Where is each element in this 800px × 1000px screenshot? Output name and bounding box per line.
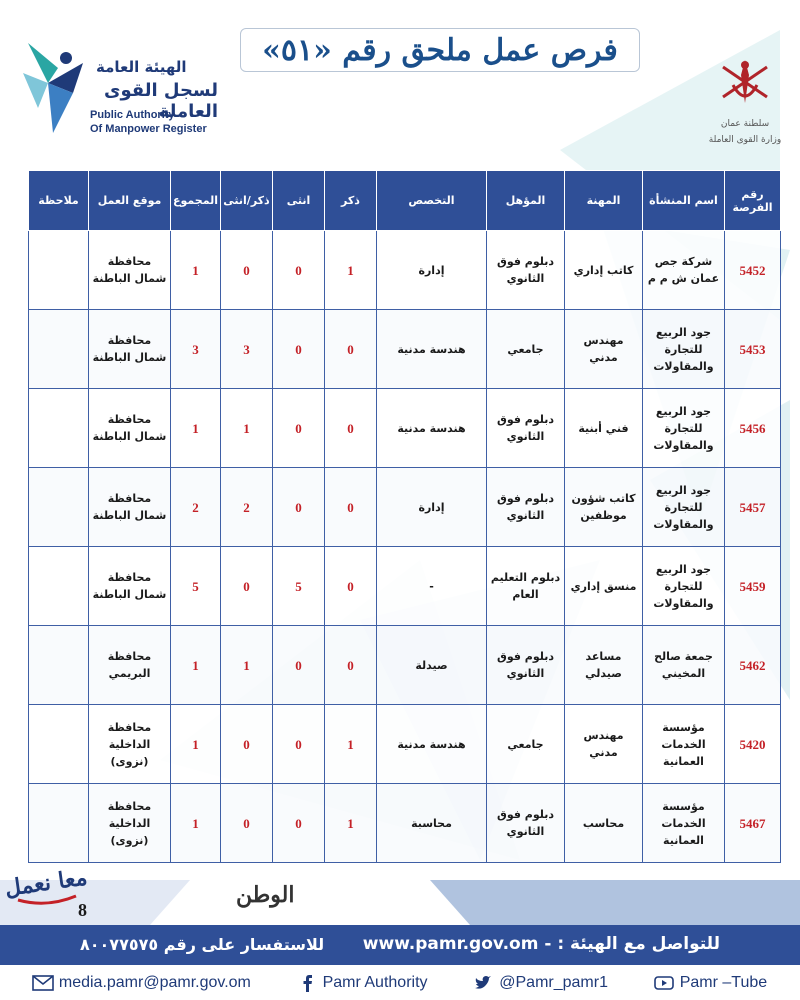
- pamr-name-ar-1: الهيئة العامة: [96, 58, 187, 76]
- either-gender-count: 0: [221, 784, 273, 863]
- company-name: جمعة صالح المخيني: [643, 626, 725, 705]
- social-label: media.pamr@pamr.gov.om: [58, 973, 251, 991]
- job-title: محاسب: [565, 784, 643, 863]
- footer-contact-bar: [0, 925, 800, 963]
- note: [29, 626, 89, 705]
- pamr-name-en-2: Of Manpower Register: [90, 123, 207, 135]
- social-link-facebook[interactable]: [297, 973, 428, 993]
- column-header: ذكر: [325, 171, 377, 231]
- page-number: 8: [78, 900, 87, 920]
- male-count: 1: [325, 231, 377, 310]
- social-link-youtube[interactable]: [654, 973, 767, 993]
- opportunity-number: 5453: [725, 310, 781, 389]
- job-title: كاتب إداري: [565, 231, 643, 310]
- maan-naamal-logo-text: معا نعمل: [3, 864, 89, 902]
- male-count: 0: [325, 389, 377, 468]
- company-name: شركة جص عمان ش م م: [643, 231, 725, 310]
- either-gender-count: 1: [221, 389, 273, 468]
- job-title: منسق إداري: [565, 547, 643, 626]
- either-gender-count: 0: [221, 231, 273, 310]
- either-gender-count: 0: [221, 705, 273, 784]
- either-gender-count: 0: [221, 547, 273, 626]
- specialization: صيدلة: [377, 626, 487, 705]
- note: [29, 547, 89, 626]
- male-count: 0: [325, 468, 377, 547]
- khanjar-emblem-icon: [715, 55, 775, 110]
- job-title: مساعد صيدلي: [565, 626, 643, 705]
- opportunity-number: 5459: [725, 547, 781, 626]
- column-header: المؤهل: [487, 171, 565, 231]
- qualification: دبلوم فوق الثانوي: [487, 626, 565, 705]
- table-row: [29, 547, 781, 626]
- table-row: [29, 468, 781, 547]
- table-row: [29, 310, 781, 389]
- social-link-twitter[interactable]: [473, 973, 608, 993]
- qualification: جامعي: [487, 310, 565, 389]
- qualification: دبلوم فوق الثانوي: [487, 784, 565, 863]
- qualification: دبلوم فوق الثانوي: [487, 231, 565, 310]
- female-count: 0: [273, 468, 325, 547]
- specialization: -: [377, 547, 487, 626]
- maan-naamal-logo-graphic: [3, 860, 89, 910]
- table-row: [29, 626, 781, 705]
- oman-name: سلطنة عمان: [720, 119, 770, 129]
- maan-naamal-logo: [3, 860, 89, 910]
- table-body: [29, 231, 781, 863]
- twitter-icon: [473, 973, 493, 993]
- note: [29, 705, 89, 784]
- opportunity-number: 5456: [725, 389, 781, 468]
- job-opportunities-table: [28, 170, 781, 863]
- qualification: دبلوم فوق الثانوي: [487, 468, 565, 547]
- job-title: مهندس مدني: [565, 310, 643, 389]
- table-row: [29, 705, 781, 784]
- opportunity-number: 5452: [725, 231, 781, 310]
- column-header: موقع العمل: [89, 171, 171, 231]
- social-label: @Pamr_pamr1: [499, 973, 608, 991]
- company-name: جود الربيع للتجارة والمقاولات: [643, 310, 725, 389]
- table-row: [29, 231, 781, 310]
- work-location: محافظة البريمي: [89, 626, 171, 705]
- specialization: هندسة مدنية: [377, 389, 487, 468]
- qualification: دبلوم التعليم العام: [487, 547, 565, 626]
- total-count: 1: [171, 784, 221, 863]
- table-header-row: [29, 171, 781, 231]
- note: [29, 310, 89, 389]
- social-bar: [0, 965, 800, 1000]
- table-row: [29, 784, 781, 863]
- male-count: 1: [325, 705, 377, 784]
- female-count: 0: [273, 231, 325, 310]
- page-header: [0, 0, 800, 165]
- column-header: ملاحظة: [29, 171, 89, 231]
- either-gender-count: 1: [221, 626, 273, 705]
- title-box: [240, 28, 640, 72]
- work-location: محافظة شمال الباطنة: [89, 231, 171, 310]
- qualification: دبلوم فوق الثانوي: [487, 389, 565, 468]
- opportunity-number: 5457: [725, 468, 781, 547]
- female-count: 0: [273, 705, 325, 784]
- oman-emblem: [700, 55, 790, 165]
- pamr-name-ar-2: لسجل القوى العاملة: [103, 80, 218, 122]
- either-gender-count: 3: [221, 310, 273, 389]
- either-gender-count: 2: [221, 468, 273, 547]
- total-count: 1: [171, 626, 221, 705]
- inquiry-phone: للاستفسار على رقم ٨٠٠٧٧٥٧٥: [80, 934, 325, 954]
- social-label: Pamr –Tube: [679, 973, 768, 991]
- job-title: كاتب شؤون موظفين: [565, 468, 643, 547]
- work-location: محافظة شمال الباطنة: [89, 468, 171, 547]
- total-count: 1: [171, 389, 221, 468]
- specialization: هندسة مدنية: [377, 310, 487, 389]
- female-count: 0: [273, 389, 325, 468]
- column-header: انثى: [273, 171, 325, 231]
- table-row: [29, 389, 781, 468]
- female-count: 0: [273, 310, 325, 389]
- opportunity-number: 5467: [725, 784, 781, 863]
- female-count: 5: [273, 547, 325, 626]
- company-name: مؤسسة الخدمات العمانية: [643, 705, 725, 784]
- male-count: 0: [325, 626, 377, 705]
- ministry-name: وزارة القوى العاملة: [708, 135, 782, 145]
- job-title: فني أبنية: [565, 389, 643, 468]
- website-contact[interactable]: للتواصل مع الهيئة : - www.pamr.gov.om: [362, 934, 720, 954]
- total-count: 1: [171, 705, 221, 784]
- email-icon: [33, 973, 53, 993]
- facebook-icon: [297, 973, 317, 993]
- male-count: 1: [325, 784, 377, 863]
- column-header: المجموع: [171, 171, 221, 231]
- column-header: التخصص: [377, 171, 487, 231]
- alwatan-logo: الوطن: [236, 882, 295, 908]
- work-location: محافظة الداخلية (نزوى): [89, 784, 171, 863]
- social-link-email[interactable]: [33, 973, 251, 993]
- note: [29, 784, 89, 863]
- column-header: المهنة: [565, 171, 643, 231]
- company-name: مؤسسة الخدمات العمانية: [643, 784, 725, 863]
- specialization: هندسة مدنية: [377, 705, 487, 784]
- total-count: 2: [171, 468, 221, 547]
- male-count: 0: [325, 547, 377, 626]
- note: [29, 468, 89, 547]
- total-count: 3: [171, 310, 221, 389]
- page-title: فرص عمل ملحق رقم «٥١»: [262, 32, 618, 68]
- job-table-container: [28, 170, 780, 860]
- pamr-name-en-1: Public Authority: [90, 109, 175, 121]
- pamr-name-en: [90, 108, 207, 136]
- job-title: مهندس مدني: [565, 705, 643, 784]
- company-name: جود الربيع للتجارة والمقاولات: [643, 468, 725, 547]
- note: [29, 389, 89, 468]
- youtube-icon: [654, 973, 674, 993]
- total-count: 1: [171, 231, 221, 310]
- specialization: إدارة: [377, 231, 487, 310]
- female-count: 0: [273, 784, 325, 863]
- company-name: جود الربيع للتجارة والمقاولات: [643, 389, 725, 468]
- qualification: جامعي: [487, 705, 565, 784]
- pamr-logo: [18, 38, 218, 138]
- opportunity-number: 5420: [725, 705, 781, 784]
- company-name: جود الربيع للتجارة والمقاولات: [643, 547, 725, 626]
- specialization: محاسبة: [377, 784, 487, 863]
- work-location: محافظة الداخلية (نزوى): [89, 705, 171, 784]
- footer: [0, 925, 800, 1000]
- social-label: Pamr Authority: [322, 973, 428, 991]
- note: [29, 231, 89, 310]
- column-header: ذكر/انثى: [221, 171, 273, 231]
- work-location: محافظة شمال الباطنة: [89, 389, 171, 468]
- female-count: 0: [273, 626, 325, 705]
- male-count: 0: [325, 310, 377, 389]
- opportunity-number: 5462: [725, 626, 781, 705]
- specialization: إدارة: [377, 468, 487, 547]
- column-header: اسم المنشأة: [643, 171, 725, 231]
- work-location: محافظة شمال الباطنة: [89, 547, 171, 626]
- total-count: 5: [171, 547, 221, 626]
- work-location: محافظة شمال الباطنة: [89, 310, 171, 389]
- column-header: رقم الفرصة: [725, 171, 781, 231]
